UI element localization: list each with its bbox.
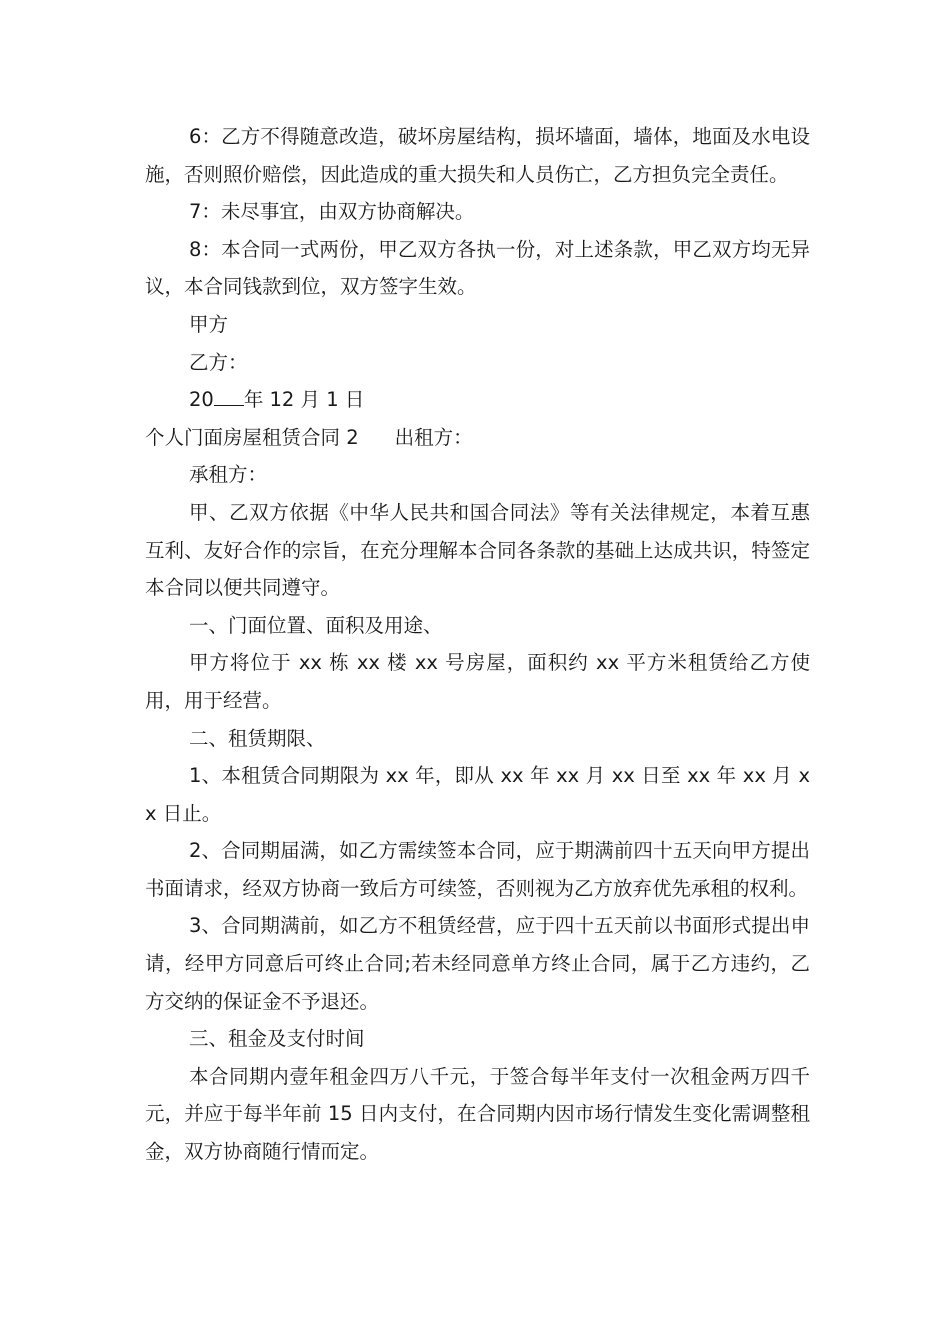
section-3-heading: 三、租金及支付时间 [189,1027,365,1051]
contract-2-heading [145,419,810,457]
section-2-item-1: 1、本租赁合同期限为 xx 年，即从 xx 年 xx 月 xx 日至 xx 年 xx 月 xx 日止。 [145,764,810,825]
lessee-line: 承租方： [189,463,268,487]
date-rest: 年 12 月 1 日 [243,388,365,412]
date-year-blank [214,387,244,406]
contract-2-title: 个人门面房屋租赁合同 2 [145,425,359,449]
section-1-paragraph: 甲方将位于 xx 栋 xx 楼 xx 号房屋，面积约 xx 平方米租赁给乙方使用，用于经营。 [145,651,810,712]
section-2-item-3: 3、合同期满前，如乙方不租赁经营，应于四十五天前以书面形式提出申请，经甲方同意后可终止合同;若未经同意单方终止合同，属于乙方违约，乙方交纳的保证金不予退还。 [145,914,810,1013]
clause-7-paragraph: 7：未尽事宜，由双方协商解决。 [189,200,475,224]
party-b-signature-line: 乙方： [189,350,248,374]
party-a-signature-line: 甲方 [189,312,229,336]
document-body [145,118,810,1171]
section-2-heading: 二、租赁期限、 [189,726,326,750]
section-1-heading: 一、门面位置、面积及用途、 [189,613,443,637]
lessor-label: 出租方： [394,425,473,449]
section-3-paragraph: 本合同期内壹年租金四万八千元，于签合每半年支付一次租金两万四千元，并应于每半年前 15 日内支付，在合同期内因市场行情发生变化需调整租金，双方协商随行情而定。 [145,1064,810,1164]
date-year-prefix: 20 [189,388,214,412]
clause-8-paragraph: 8：本合同一式两份，甲乙双方各执一份，对上述条款，甲乙双方均无异议，本合同钱款到位，双方签字生效。 [145,237,810,299]
preamble-paragraph: 甲、乙双方依据《中华人民共和国合同法》等有关法律规定，本着互惠互利、友好合作的宗旨，在充分理解本合同各条款的基础上达成共识，特签定本合同以便共同遵守。 [145,500,810,600]
section-2-item-2: 2、合同期届满，如乙方需续签本合同，应于期满前四十五天向甲方提出书面请求，经双方协商一致后方可续签，否则视为乙方放弃优先承租的权利。 [145,839,810,900]
clause-6-paragraph: 6：乙方不得随意改造，破坏房屋结构，损坏墙面，墙体，地面及水电设施，否则照价赔偿，因此造成的重大损失和人员伤亡，乙方担负完全责任。 [145,125,810,186]
date-line [145,381,810,419]
